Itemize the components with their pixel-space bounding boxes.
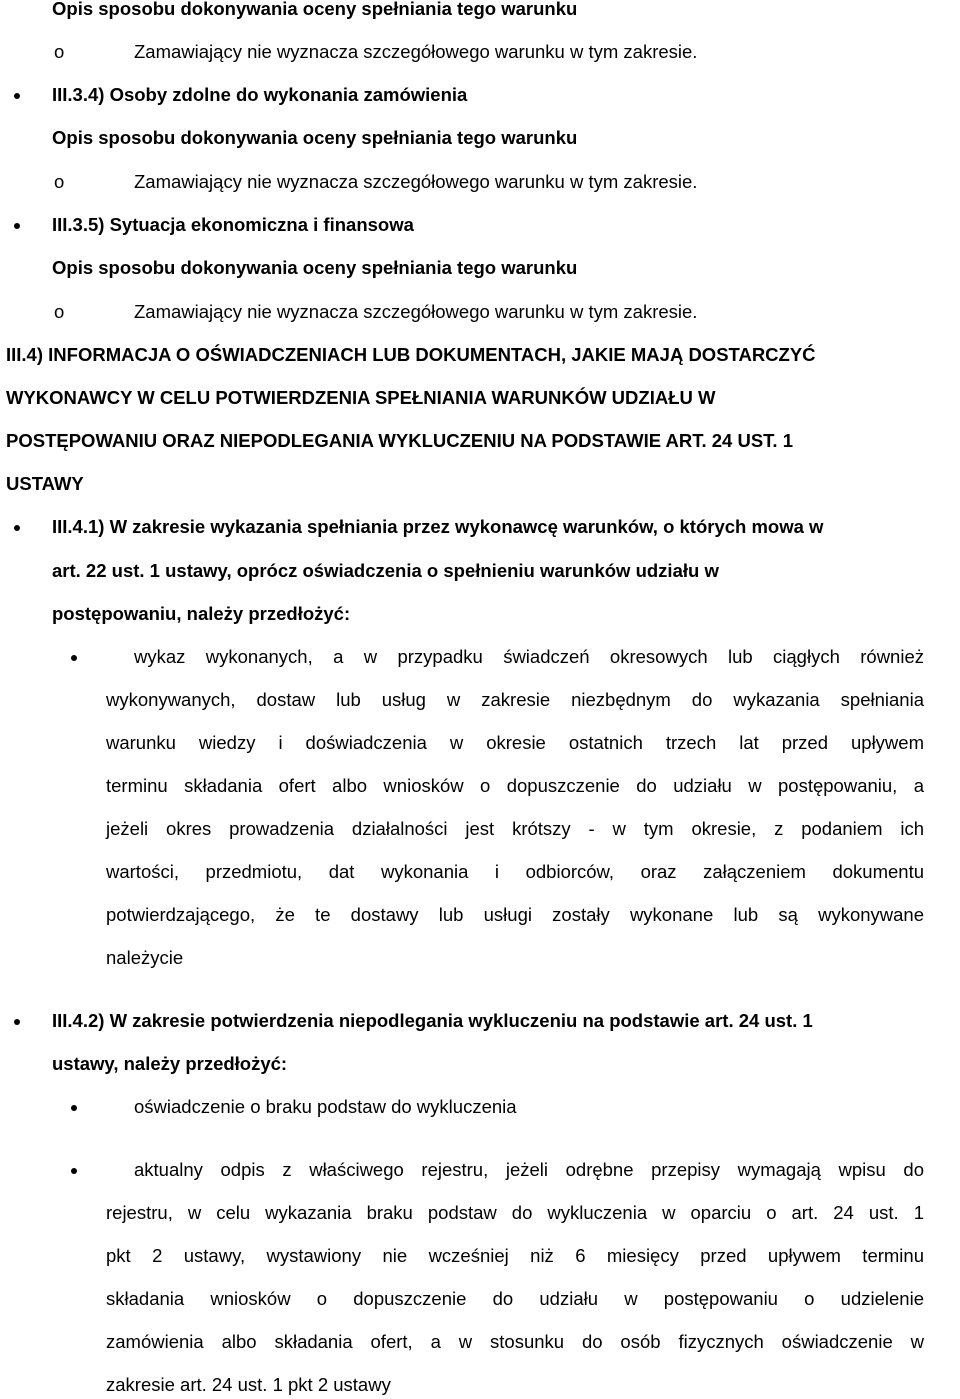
paragraph-line: art. 22 ust. 1 ustawy, oprócz oświadczenia o spełnieniu warunków udziału w — [52, 560, 719, 581]
list-item: aktualny odpis z właściwego rejestru, jeżeli odrębne przepisy wymagają wpisu do — [134, 1159, 924, 1180]
list-item: wykonywanych, dostaw lub usług w zakresie niezbędnym do wykazania spełniania — [106, 689, 924, 710]
list-item: oświadczenie o braku podstaw do wykluczenia — [134, 1096, 517, 1117]
section-description-heading: Opis sposobu dokonywania oceny spełniania tego warunku — [52, 0, 578, 19]
list-item: wartości, przedmiotu, dat wykonania i odbiorców, oraz załączeniem dokumentu — [106, 861, 924, 882]
section-heading: III.3.5) Sytuacja ekonomiczna i finansowa — [52, 214, 414, 235]
list-item: Zamawiający nie wyznacza szczegółowego warunku w tym zakresie. — [134, 41, 698, 62]
list-item: rejestru, w celu wykazania braku podstaw do wykluczenia w oparciu o art. 24 ust. 1 — [106, 1202, 924, 1223]
section-description-heading: Opis sposobu dokonywania oceny spełniania tego warunku — [52, 127, 578, 148]
list-item: potwierdzającego, że te dostawy lub usługi zostały wykonane lub są wykonywane — [106, 904, 924, 925]
bullet-icon — [14, 93, 20, 99]
bullet-icon — [71, 655, 77, 661]
list-item: składania wniosków o dopuszczenie do udziału w postępowaniu o udzielenie — [106, 1288, 924, 1309]
bullet-icon — [14, 1019, 20, 1025]
list-item: pkt 2 ustawy, wystawiony nie wcześniej niż 6 miesięcy przed upływem terminu — [106, 1245, 924, 1266]
list-item: wykaz wykonanych, a w przypadku świadczeń okresowych lub ciągłych również — [134, 646, 924, 667]
paragraph-line: postępowaniu, należy przedłożyć: — [52, 603, 351, 624]
list-item: terminu składania ofert albo wniosków o dopuszczenie do udziału w postępowaniu, a — [106, 775, 924, 796]
list-item: jeżeli okres prowadzenia działalności jest krótszy - w tym okresie, z podaniem ich — [106, 818, 924, 839]
list-item: Zamawiający nie wyznacza szczegółowego warunku w tym zakresie. — [134, 171, 698, 192]
section-heading: POSTĘPOWANIU ORAZ NIEPODLEGANIA WYKLUCZENIU NA PODSTAWIE ART. 24 UST. 1 — [6, 430, 793, 451]
list-item: zakresie art. 24 ust. 1 pkt 2 ustawy — [106, 1374, 391, 1395]
list-item: należycie — [106, 947, 184, 968]
bullet-icon — [71, 1168, 77, 1174]
section-heading: WYKONAWCY W CELU POTWIERDZENIA SPEŁNIANIA WARUNKÓW UDZIAŁU W — [6, 387, 716, 408]
paragraph-line: III.4.1) W zakresie wykazania spełniania przez wykonawcę warunków, o których mowa w — [52, 516, 824, 537]
list-item: warunku wiedzy i doświadczenia w okresie ostatnich trzech lat przed upływem — [106, 732, 924, 753]
circle-bullet-icon: o — [54, 171, 65, 192]
section-description-heading: Opis sposobu dokonywania oceny spełniania tego warunku — [52, 257, 578, 278]
paragraph-line: ustawy, należy przedłożyć: — [52, 1053, 288, 1074]
list-item: zamówienia albo składania ofert, a w stosunku do osób fizycznych oświadczenie w — [106, 1331, 924, 1352]
list-item: Zamawiający nie wyznacza szczegółowego warunku w tym zakresie. — [134, 301, 698, 322]
bullet-icon — [14, 223, 20, 229]
bullet-icon — [71, 1105, 77, 1111]
circle-bullet-icon: o — [54, 301, 65, 322]
circle-bullet-icon: o — [54, 41, 65, 62]
section-heading: III.4) INFORMACJA O OŚWIADCZENIACH LUB DOKUMENTACH, JAKIE MAJĄ DOSTARCZYĆ — [6, 344, 816, 365]
paragraph-line: III.4.2) W zakresie potwierdzenia niepodlegania wykluczeniu na podstawie art. 24 ust. 1 — [52, 1010, 813, 1031]
section-heading: USTAWY — [6, 473, 84, 494]
section-heading: III.3.4) Osoby zdolne do wykonania zamówienia — [52, 84, 468, 105]
bullet-icon — [14, 525, 20, 531]
